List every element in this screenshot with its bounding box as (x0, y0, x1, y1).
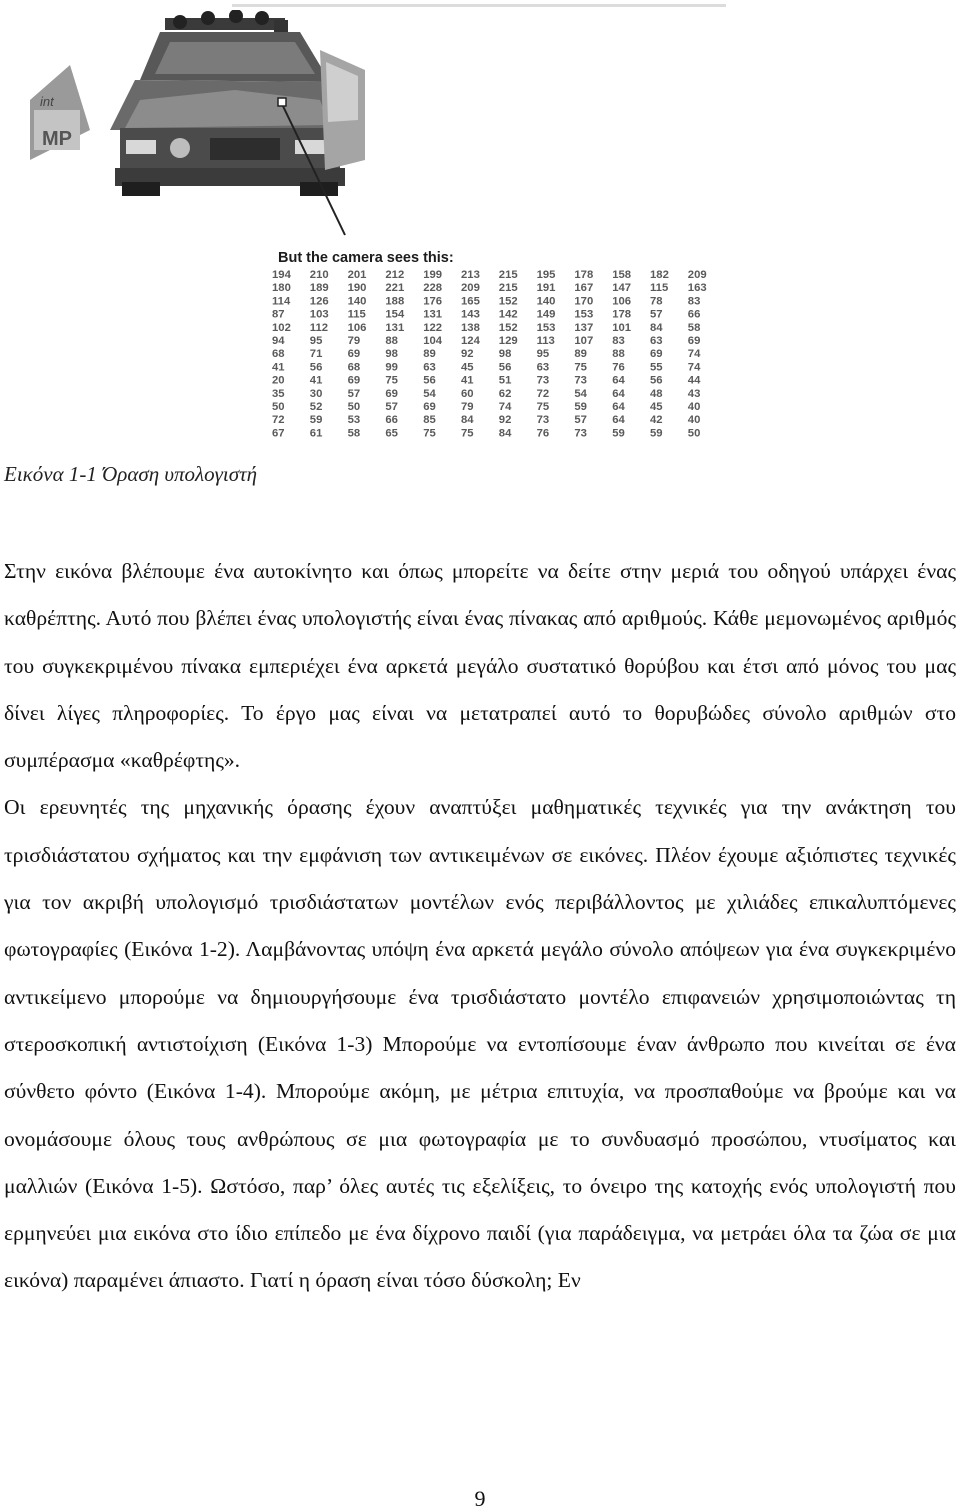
grid-cell: 107 (574, 335, 594, 347)
grid-cell: 40 (687, 401, 701, 413)
grid-cell: 95 (536, 348, 550, 361)
grid-cell: 75 (385, 374, 398, 387)
grid-cell: 68 (347, 361, 361, 374)
grid-cell: 20 (272, 374, 285, 387)
grid-cell: 99 (385, 361, 398, 374)
grid-cell: 65 (385, 427, 398, 440)
grid-cell: 74 (687, 348, 701, 361)
body-text (4, 548, 956, 1305)
grid-cell: 69 (687, 335, 701, 347)
grid-cell: 221 (385, 282, 405, 295)
grid-cell: 50 (347, 401, 361, 413)
callout-marker (278, 98, 286, 106)
grid-cell: 56 (309, 361, 323, 374)
grid-cell: 189 (309, 282, 329, 295)
grid-cell: 54 (574, 387, 587, 400)
grid-cell: 76 (612, 361, 625, 374)
grid-cell: 114 (272, 295, 291, 308)
grid-cell: 84 (650, 321, 663, 334)
grid-cell: 75 (536, 401, 550, 413)
grid-cell: 153 (536, 321, 556, 334)
grid-cell: 213 (461, 269, 480, 281)
grid-cell: 50 (687, 427, 701, 440)
grid-cell: 48 (650, 387, 663, 400)
grid-cell: 72 (536, 387, 550, 400)
grid-cell: 64 (612, 401, 625, 413)
grid-cell: 45 (461, 361, 474, 374)
grid-cell: 138 (461, 321, 480, 334)
grid-cell: 40 (687, 414, 701, 427)
grid-cell: 69 (347, 348, 361, 361)
grid-cell: 35 (272, 387, 285, 400)
grid-cell: 41 (272, 361, 285, 374)
grid-cell: 228 (423, 282, 443, 295)
grid-cell: 73 (574, 374, 587, 387)
vehicle (110, 10, 365, 196)
grid-cell: 45 (650, 401, 663, 413)
grid-cell: 147 (612, 282, 632, 295)
grid-cell: 103 (309, 308, 329, 321)
grid-cell: 84 (461, 414, 474, 427)
grid-cell: 75 (574, 361, 587, 374)
top-rule (232, 4, 726, 7)
grid-cell: 188 (385, 295, 405, 308)
grid-cell: 63 (536, 361, 550, 374)
grid-cell: 78 (650, 295, 663, 308)
grid-cell: 57 (574, 414, 587, 427)
grid-cell: 83 (612, 335, 625, 347)
grid-cell: 152 (498, 321, 518, 334)
figure-caption: Εικόνα 1-1 Όραση υπολογιστή (4, 462, 258, 486)
page-number: 9 (474, 1486, 486, 1511)
grid-cell: 140 (347, 295, 367, 308)
grid-cell: 210 (309, 269, 329, 281)
grid-cell: 215 (498, 269, 518, 281)
grid-cell: 73 (574, 427, 587, 440)
grid-cell: 89 (574, 348, 587, 361)
grid-cell: 64 (612, 414, 625, 427)
grid-cell: 98 (498, 348, 512, 361)
grid-cell: 106 (347, 321, 367, 334)
grid-cell: 131 (385, 321, 405, 334)
grid-cell: 115 (650, 282, 669, 295)
pixel-value-grid (272, 269, 707, 439)
grid-cell: 42 (650, 414, 663, 427)
grid-cell: 55 (650, 361, 663, 374)
grid-cell: 137 (574, 321, 594, 334)
grid-cell: 149 (536, 308, 556, 321)
grid-cell: 199 (423, 269, 443, 281)
grid-cell: 41 (461, 374, 474, 387)
grid-cell: 182 (650, 269, 669, 281)
grid-cell: 69 (650, 348, 663, 361)
grid-cell: 30 (309, 387, 323, 400)
grid-cell: 124 (461, 335, 480, 347)
svg-text:int: int (40, 94, 54, 109)
grid-cell: 101 (612, 321, 632, 334)
grid-cell: 178 (574, 269, 594, 281)
grid-cell: 71 (309, 348, 323, 361)
grid-cell: 95 (309, 335, 323, 347)
grid-cell: 212 (385, 269, 405, 281)
grid-cell: 53 (347, 414, 361, 427)
grid-cell: 153 (574, 308, 594, 321)
grid-cell: 122 (423, 321, 443, 334)
grid-cell: 88 (612, 348, 625, 361)
grid-cell: 115 (347, 308, 366, 321)
grid-cell: 73 (536, 374, 550, 387)
grid-cell: 104 (423, 335, 443, 347)
grid-cell: 59 (612, 427, 625, 440)
grid-cell: 69 (385, 387, 398, 400)
grid-cell: 113 (536, 335, 555, 347)
grid-cell: 56 (498, 361, 512, 374)
grid-cell: 66 (385, 414, 398, 427)
grid-cell: 58 (687, 321, 701, 334)
grid-cell: 154 (385, 308, 405, 321)
grid-cell: 167 (574, 282, 594, 295)
grid-cell: 60 (461, 387, 474, 400)
grid-cell: 209 (687, 269, 707, 281)
grid-cell: 79 (461, 401, 474, 413)
grid-cell: 142 (498, 308, 518, 321)
figure-computer-vision (30, 10, 760, 440)
grid-cell: 102 (272, 321, 291, 334)
grid-cell: 68 (272, 348, 285, 361)
grid-cell: 57 (347, 387, 361, 400)
paragraph-2: Οι ερευνητές της μηχανικής όρασης έχουν αναπτύξει μαθηματικές τεχνικές για την ανάκτηση του τρισδιάστατου σχήματος και την εμφάνιση των αντικειμένων σε εικόνες. Πλέον έχουμε αξιόπιστες τεχνικές για τον ακριβή υπολογισμό τρισδιάστατων μοντέλων ενός περιβάλλοντος με χιλιάδες επικαλυπτόμενες φωτογραφίες (Εικόνα 1-2). Λαμβάνοντας υπόψη ένα αρκετά μεγάλο σύνολο απόψεων για ένα συγκεκριμένο αντικείμενο μπορούμε να δημιουργήσουμε ένα τρισδιάστατο μοντέλο επιφανειών χρησιμοποιώντας τη στεροσκοπική αντιστοίχιση (Εικόνα 1-3) Μπορούμε να εντοπίσουμε έναν άνθρωπο που κινείται σε ένα σύνθετο φόντο (Εικόνα 1-4). Μπορούμε ακόμη, με μέτρια επιτυχία, να προσπαθούμε να βρούμε και να ονομάσουμε όλους τους ανθρώπους σε μια φωτογραφία με το συνδυασμό προσώπου, ντυσίματος και μαλλιών (Εικόνα 1-5). Ωστόσο, παρ’ όλες αυτές τις εξελίξεις, το όνειρο της κατοχής ενός υπολογιστή που ερμηνεύει μια εικόνα στο ίδιο επίπεδο με ένα δίχρονο παιδί (για παράδειγμα, να μετράει όλα τα ζώα σε μια εικόνα) παραμένει άπιαστο. Γιατί η όραση είναι τόσο δύσκολη; Εν (4, 795, 956, 1293)
grid-cell: 44 (687, 374, 701, 387)
grid-cell: 69 (347, 374, 361, 387)
grid-cell: 112 (309, 321, 329, 334)
figure-illustration (30, 10, 760, 440)
grid-cell: 143 (461, 308, 480, 321)
grid-cell: 215 (498, 282, 518, 295)
grid-cell: 158 (612, 269, 632, 281)
grid-cell: 54 (423, 387, 436, 400)
grid-cell: 92 (461, 348, 474, 361)
grid-cell: 85 (423, 414, 436, 427)
grid-cell: 88 (385, 335, 398, 347)
grid-cell: 64 (612, 374, 625, 387)
grid-cell: 72 (272, 414, 285, 427)
grid-cell: 59 (650, 427, 663, 440)
grid-cell: 73 (536, 414, 550, 427)
grid-cell: 87 (272, 308, 285, 321)
grid-cell: 74 (687, 361, 701, 374)
grid-cell: 84 (498, 427, 512, 440)
grid-cell: 194 (272, 269, 291, 281)
grid-cell: 43 (687, 387, 701, 400)
grid-cell: 170 (574, 295, 594, 308)
grid-cell: 191 (536, 282, 556, 295)
grid-cell: 58 (347, 427, 361, 440)
grid-cell: 59 (574, 401, 587, 413)
grid-title: But the camera sees this: (278, 250, 454, 266)
grid-cell: 83 (687, 295, 701, 308)
grid-cell: 57 (385, 401, 398, 413)
grid-cell: 129 (498, 335, 518, 347)
grid-cell: 79 (347, 335, 361, 347)
grid-cell: 140 (536, 295, 556, 308)
grid-cell: 76 (536, 427, 550, 440)
grid-cell: 63 (423, 361, 436, 374)
grid-cell: 74 (498, 401, 512, 413)
grid-cell: 180 (272, 282, 291, 295)
svg-text:MP: MP (42, 128, 72, 150)
grid-cell: 50 (272, 401, 285, 413)
grid-cell: 195 (536, 269, 556, 281)
grid-cell: 94 (272, 335, 285, 347)
grid-cell: 67 (272, 427, 285, 440)
grid-cell: 176 (423, 295, 443, 308)
grid-cell: 75 (423, 427, 436, 440)
grid-cell: 52 (309, 401, 323, 413)
grid-cell: 75 (461, 427, 474, 440)
grid-cell: 92 (498, 414, 512, 427)
grid-cell: 69 (423, 401, 436, 413)
grid-cell: 62 (498, 387, 512, 400)
grid-cell: 178 (612, 308, 632, 321)
grid-cell: 163 (687, 282, 707, 295)
grid-cell: 126 (309, 295, 329, 308)
grid-cell: 209 (461, 282, 480, 295)
grid-cell: 201 (347, 269, 367, 281)
grid-cell: 106 (612, 295, 632, 308)
grid-cell: 51 (498, 374, 512, 387)
grid-cell: 66 (687, 308, 701, 321)
grid-cell: 57 (650, 308, 663, 321)
grid-cell: 190 (347, 282, 367, 295)
grid-cell: 165 (461, 295, 480, 308)
grid-cell: 64 (612, 387, 625, 400)
grid-cell: 131 (423, 308, 443, 321)
grid-cell: 63 (650, 335, 663, 347)
grid-cell: 56 (650, 374, 663, 387)
grid-cell: 56 (423, 374, 436, 387)
grid-cell: 59 (309, 414, 323, 427)
grid-cell: 89 (423, 348, 436, 361)
grid-cell: 98 (385, 348, 398, 361)
grid-cell: 61 (309, 427, 323, 440)
grid-cell: 152 (498, 295, 518, 308)
paragraph-1: Στην εικόνα βλέπουμε ένα αυτοκίνητο και όπως μπορείτε να δείτε στην μεριά του οδηγού υπάρχει ένας καθρέπτης. Αυτό που βλέπει ένας υπολογιστής είναι ένας πίνακας από αριθμούς. Κάθε μεμονωμένος αριθμός του συγκεκριμένου πίνακα εμπεριέχει ένα αρκετά μεγάλο συστατικό θορύβου και έτσι από μόνος του μας δίνει λίγες πληροφορίες. Το έργο μας είναι να μετατραπεί αυτό το θορυβώδες σύνολο αριθμών στο συμπέρασμα «καθρέφτης». (4, 559, 956, 773)
grid-cell: 41 (309, 374, 323, 387)
